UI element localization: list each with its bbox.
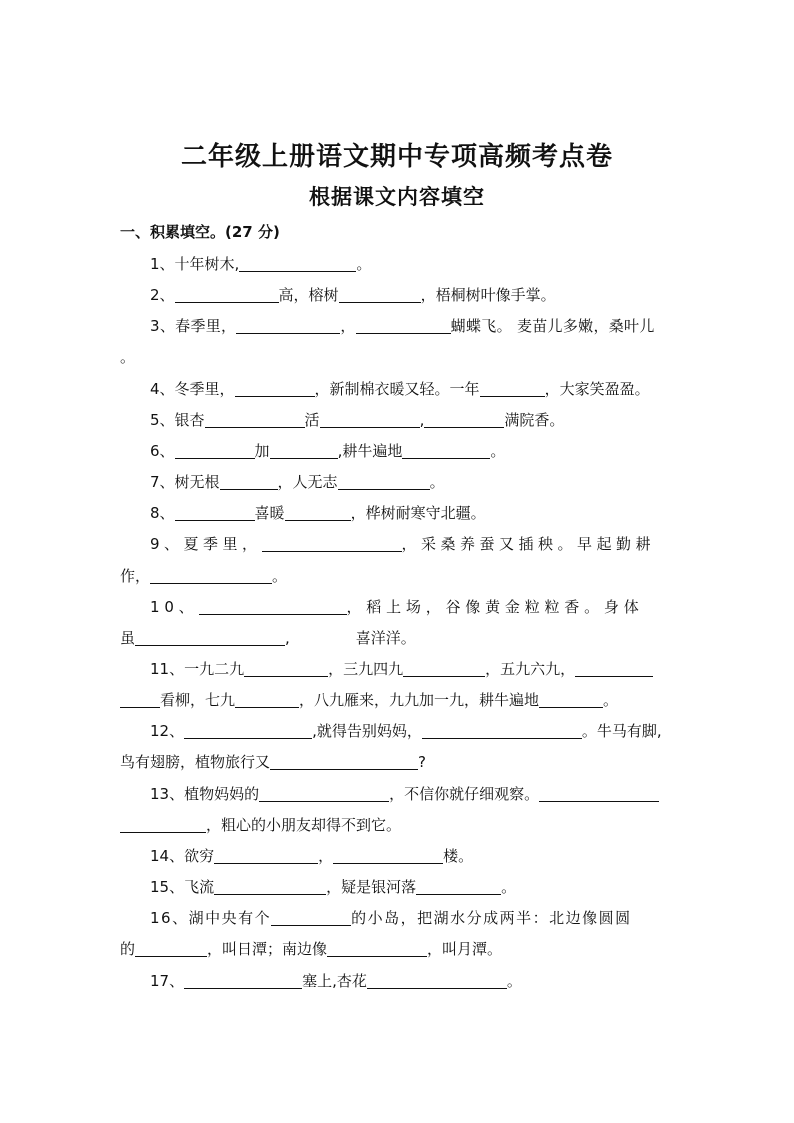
blank-10-2[interactable] (135, 629, 285, 646)
blank-12-1[interactable] (184, 722, 312, 739)
blank-11-3b[interactable] (120, 691, 160, 708)
blank-14-1[interactable] (214, 847, 318, 864)
page-subtitle: 根据课文内容填空 (309, 185, 485, 209)
question-7: 7、树无根 ，人无志 。 (150, 473, 445, 491)
question-9: 9、夏季里， ，采桑养蚕又插秧。早起勤耕 (150, 535, 656, 553)
question-10-cont: 虽 , 喜洋洋。 (120, 629, 416, 647)
blank-16-1[interactable] (271, 909, 351, 926)
blank-4-1[interactable] (235, 380, 315, 397)
blank-2-2[interactable] (339, 286, 421, 303)
question-4: 4、冬季里， ，新制棉衣暖又轻。一年 ，大家笑盈盈。 (150, 380, 650, 398)
blank-11-1[interactable] (244, 660, 328, 677)
blank-5-2[interactable] (320, 411, 420, 428)
blank-16-3[interactable] (327, 940, 427, 957)
blank-10-1[interactable] (199, 598, 347, 615)
blank-9-1[interactable] (262, 535, 402, 552)
question-9-cont: 作， 。 (120, 567, 288, 585)
blank-8-1[interactable] (175, 504, 255, 521)
blank-17-2[interactable] (367, 972, 507, 989)
blank-12-2[interactable] (422, 722, 582, 739)
blank-5-1[interactable] (205, 411, 305, 428)
question-11: 11、一九二九 ，三九四九 ，五九六九， (150, 659, 653, 679)
blank-13-2b[interactable] (120, 816, 206, 833)
question-12-cont: 鸟有翅膀，植物旅行又 ? (120, 753, 426, 771)
question-16: 16、湖中央有个 的小岛，把湖水分成两半：北边像圆圆 (150, 909, 632, 927)
blank-3-2[interactable] (356, 317, 451, 334)
question-13-cont: ，粗心的小朋友却得不到它。 (120, 815, 401, 835)
question-8: 8、 喜暖 ，桦树耐寒守北疆。 (150, 504, 486, 522)
question-3: 3、春季里， ， 蝴蝶飞。 麦苗儿多嫩，桑叶儿 (150, 317, 655, 335)
blank-11-4[interactable] (235, 691, 299, 708)
blank-6-3[interactable] (402, 442, 490, 459)
blank-11-3[interactable] (575, 660, 653, 677)
question-15: 15、飞流 ，疑是银河落 。 (150, 878, 517, 896)
question-10: 10、 ，稻上场，谷像黄金粒粒香。身体 (150, 598, 644, 616)
blank-1-1[interactable] (239, 255, 356, 272)
blank-9-2[interactable] (150, 567, 272, 584)
blank-15-1[interactable] (214, 878, 326, 895)
blank-17-1[interactable] (184, 972, 302, 989)
blank-11-5[interactable] (539, 691, 603, 708)
question-11-cont: 看柳，七九 ，八九雁来，九九加一九，耕牛遍地 。 (120, 690, 618, 710)
blank-14-2[interactable] (333, 847, 443, 864)
question-1: 1、十年树木, 。 (150, 255, 372, 273)
blank-10-3[interactable] (290, 629, 356, 646)
blank-2-1[interactable] (175, 286, 279, 303)
question-3-cont: 。 (120, 348, 136, 366)
blank-5-3[interactable] (424, 411, 504, 428)
blank-4-2[interactable] (480, 380, 545, 397)
question-2: 2、 高，榕树 ，梧桐树叶像手掌。 (150, 286, 556, 304)
blank-7-2[interactable] (338, 473, 430, 490)
question-13: 13、植物妈妈的 ，不信你就仔细观察。 (150, 784, 659, 804)
blank-16-2[interactable] (135, 940, 207, 957)
blank-6-1[interactable] (175, 442, 255, 459)
blank-3-1[interactable] (236, 317, 340, 334)
question-16-cont: 的 ，叫日潭；南边像 ，叫月潭。 (120, 940, 503, 958)
question-12: 12、 ,就得告别妈妈， 。牛马有脚, (150, 722, 662, 740)
blank-7-1[interactable] (220, 473, 278, 490)
question-17: 17、 塞上,杏花 。 (150, 972, 522, 990)
page-title: 二年级上册语文期中专项高频考点卷 (180, 142, 613, 172)
blank-15-2[interactable] (416, 878, 501, 895)
blank-13-2[interactable] (539, 785, 659, 802)
blank-12-3[interactable] (270, 753, 418, 770)
blank-8-2[interactable] (285, 504, 351, 521)
question-6: 6、 加 ,耕牛遍地 。 (150, 442, 506, 460)
blank-13-1[interactable] (259, 785, 389, 802)
blank-6-2[interactable] (270, 442, 338, 459)
question-14: 14、欲穷 ， 楼。 (150, 847, 474, 865)
question-5: 5、银杏 活 , 满院香。 (150, 411, 565, 429)
blank-11-2[interactable] (403, 660, 485, 677)
section-heading: 一、积累填空。(27 分) (120, 223, 280, 241)
